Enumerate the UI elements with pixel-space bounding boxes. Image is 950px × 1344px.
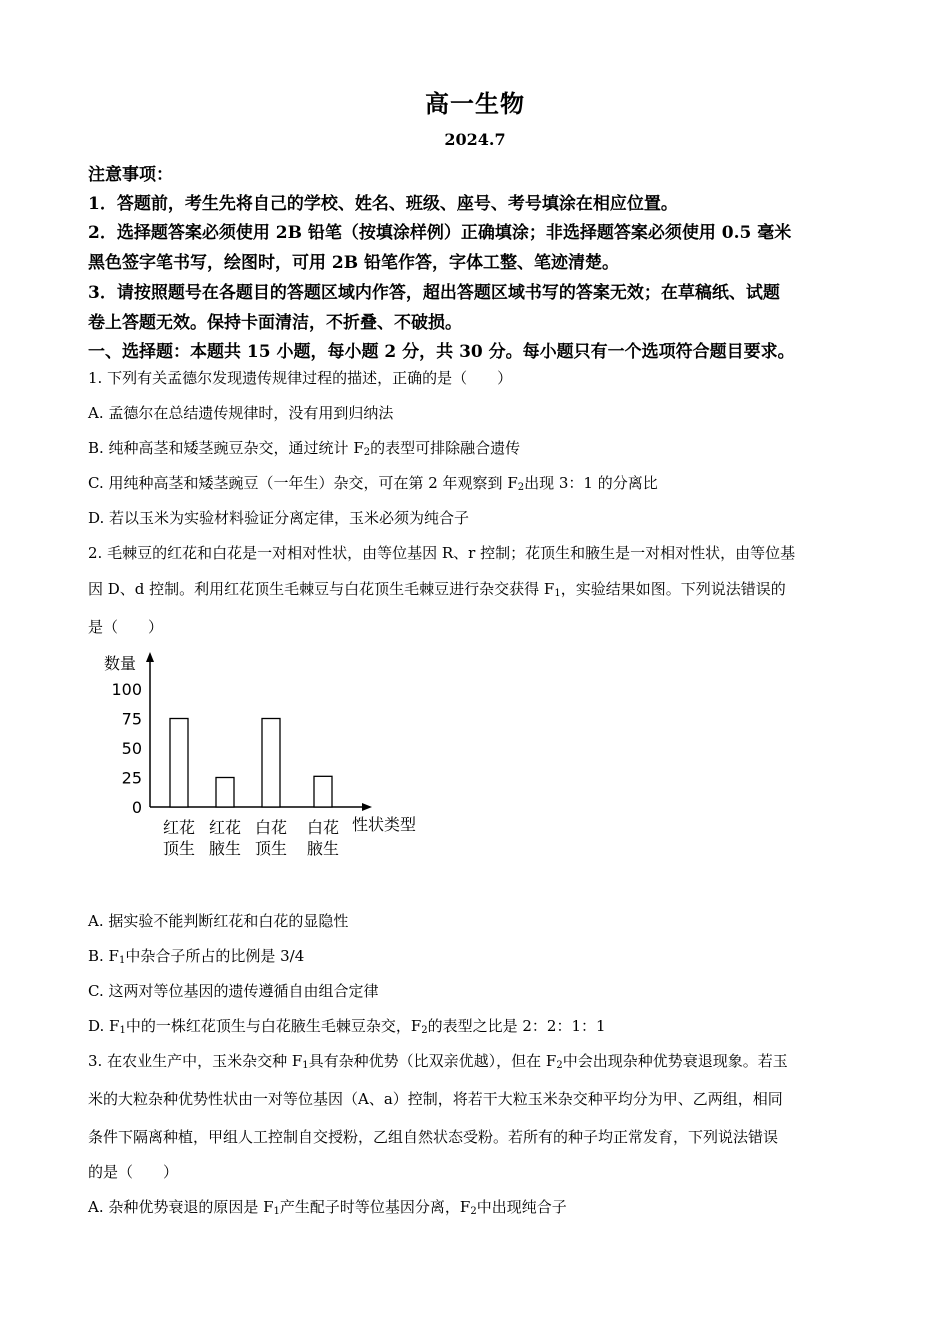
chart-y-axis-label: 数量	[104, 654, 137, 673]
chart-x-tick-label: 腋生	[208, 839, 242, 858]
notice-item: 2．选择题答案必须使用 2B 铅笔（按填涂样例）正确填涂；非选择题答案必须使用 0.5 毫米	[88, 223, 792, 243]
chart-y-tick-label: 50	[121, 739, 142, 758]
question-1-option-b: B. 纯种高茎和矮茎豌豆杂交，通过统计 $F_2$的表型可排除融合遗传	[88, 439, 521, 458]
trait-count-bar-chart	[96, 648, 436, 863]
notice-item: 卷上答题无效。保持卡面清洁，不折叠、不破损。	[88, 313, 462, 333]
question-3-stem-line: 3. 在农业生产中，玉米杂交种 $F_1$具有杂种优势（比双亲优越），但在 $F_2$中会出现杂种优势衰退现象。若玉	[88, 1052, 788, 1071]
notice-heading: 注意事项：	[88, 165, 173, 185]
chart-x-axis-label: 性状类型	[352, 815, 417, 834]
chart-y-tick-label: 75	[121, 709, 142, 729]
question-2-option-c: C. 这两对等位基因的遗传遵循自由组合定律	[88, 982, 379, 1000]
chart-y-axis-arrow	[146, 652, 154, 662]
chart-x-tick-label: 红花	[162, 818, 196, 837]
question-3-option-a: A. 杂种优势衰退的原因是 $F_1$产生配子时等位基因分离，$F_2$中出现纯合子	[88, 1198, 567, 1217]
section-heading: 一、选择题：本题共 15 小题，每小题 2 分，共 30 分。每小题只有一个选项符合题目要求。	[88, 342, 795, 362]
chart-x-tick-label: 红花	[208, 818, 242, 837]
question-2-option-b: B. $F_1$中杂合子所占的比例是 3/4	[88, 947, 305, 966]
notice-item: 黑色签字笔书写，绘图时，可用 2B 铅笔作答，字体工整、笔迹清楚。	[88, 253, 620, 273]
exam-date: 2024.7	[444, 130, 506, 149]
notice-item: 3．请按照题号在各题目的答题区域内作答，超出答题区域书写的答案无效；在草稿纸、试题	[88, 283, 780, 303]
question-1-option-c: C. 用纯种高茎和矮茎豌豆（一年生）杂交，可在第 2 年观察到 $F_2$出现 3：1 的分离比	[88, 474, 658, 493]
question-1-option-a: A. 孟德尔在总结遗传规律时，没有用到归纳法	[88, 404, 394, 422]
chart-y-tick-label: 100	[111, 680, 142, 699]
chart-x-tick-label: 顶生	[254, 839, 288, 858]
chart-x-tick-labels	[163, 818, 339, 858]
page-title: 高一生物	[425, 89, 525, 118]
question-3-stem-line: 米的大粒杂种优势性状由一对等位基因（A、a）控制，将若干大粒玉米杂交种平均分为甲、乙两组，相同	[88, 1090, 783, 1108]
chart-y-tick-label: 0	[131, 798, 142, 817]
chart-x-tick-label: 白花	[254, 818, 288, 837]
chart-y-ticks	[111, 680, 142, 817]
question-3-stem-line: 条件下隔离种植，甲组人工控制自交授粉，乙组自然状态受粉。若所有的种子均正常发育，下列说法错误	[88, 1128, 779, 1146]
chart-bar	[170, 719, 188, 808]
chart-bar	[216, 778, 234, 808]
chart-bar	[262, 719, 280, 808]
question-2-option-d: D. $F_1$中的一株红花顶生与白花腋生毛棘豆杂交，$F_2$的表型之比是 2：2：1：1	[88, 1017, 606, 1036]
question-2-option-a: A. 据实验不能判断红花和白花的显隐性	[88, 912, 349, 930]
chart-x-tick-label: 顶生	[162, 839, 196, 858]
question-2-stem-line: 是（ ）	[88, 618, 164, 636]
question-1-option-d: D. 若以玉米为实验材料验证分离定律，玉米必须为纯合子	[88, 509, 470, 527]
question-2-stem-line: 因 D、d 控制。利用红花顶生毛棘豆与白花顶生毛棘豆进行杂交获得 $F_1$，实验结果如图。下列说法错误的	[88, 580, 786, 599]
notice-item: 1．答题前，考生先将自己的学校、姓名、班级、座号、考号填涂在相应位置。	[88, 194, 678, 214]
question-2-stem-line: 2. 毛棘豆的红花和白花是一对相对性状，由等位基因 R、r 控制；花顶生和腋生是一对相对性状，由等位基	[88, 544, 796, 562]
chart-x-tick-label: 白花	[306, 818, 340, 837]
chart-bar	[314, 776, 332, 807]
chart-x-tick-label: 腋生	[306, 839, 340, 858]
chart-y-tick-label: 25	[121, 768, 142, 788]
question-1-stem: 1. 下列有关孟德尔发现遗传规律过程的描述，正确的是（ ）	[88, 369, 513, 387]
question-3-stem-line: 的是（ ）	[88, 1163, 179, 1181]
chart-bars	[170, 719, 332, 808]
chart-x-axis-arrow	[362, 803, 372, 811]
